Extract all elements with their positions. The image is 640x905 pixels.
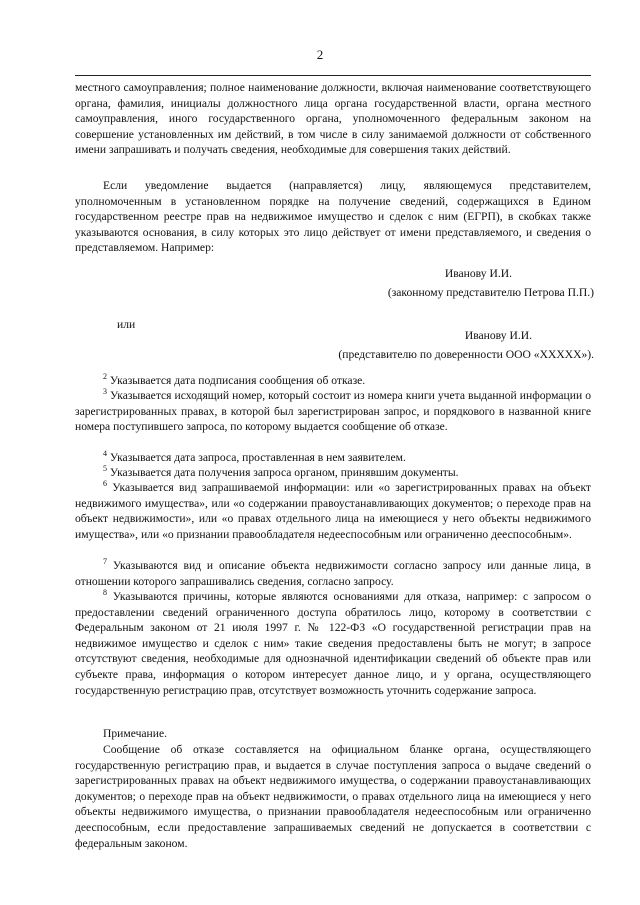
footnote-8-number: 8 [103, 588, 107, 598]
footnote-8-text: Указываются причины, которые являются основаниями для отказа, например: с запросом о предоставлении сведений ограниченного доступа обратилось лицо, которому в соответствии с Федеральным законом от 21 июля 1997 г. № 122-ФЗ «О государственной регистрации прав на недвижимое имущество и сделок с ним» такие сведения предоставлены быть не могут; в запросе отсутствуют сведения, необходимые для однозначной идентификации сведений об объекте прав или субъекте права, информация о котором интересует данное лицо, и у органа, осуществляющего государственную регистрацию прав, отсутствует возможность уточнить содержание запроса. [75, 590, 591, 697]
footnote-5-number: 5 [103, 464, 107, 474]
example-1 [388, 266, 594, 300]
footnote-6-text: Указывается вид запрашиваемой информации: или «о зарегистрированных правах на объект недвижимого имущества», или «о содержании правоустанавливающих документов; о переходе прав на объект недвижимости», или «о правах отдельного лица на имеющиеся у него объекты недвижимого имущества», или «о признании правообладателя недееспособным или ограниченно дееспособным». [75, 481, 591, 541]
footnote-3 [75, 388, 591, 435]
footnote-4 [75, 450, 591, 466]
footnote-6 [75, 480, 591, 542]
representative-paragraph: Если уведомление выдается (направляется) лицу, являющемуся представителем, уполномоченным в установленном порядке на получение сведений, содержащихся в Едином государственном реестре прав на недвижимое имущество и сделок с ним (ЕГРП), в скобках также указываются основания, в силу которых это лицо действует от имени представляемого, и сведения о представляемом. Например: [75, 179, 591, 255]
footnote-7-number: 7 [103, 557, 107, 567]
header-rule [75, 75, 591, 76]
example-2 [338, 328, 594, 362]
footnote-2 [75, 373, 591, 389]
or-word: или [117, 318, 136, 331]
footnote-5-text: Указывается дата получения запроса органом, принявшим документы. [109, 466, 459, 479]
footnote-5 [75, 465, 591, 481]
footnote-7 [75, 558, 591, 589]
footnote-3-number: 3 [103, 387, 107, 397]
note-text: Сообщение об отказе составляется на официальном бланке органа, осуществляющего государственную регистрацию прав, и выдается в случае поступления запроса о выдаче сведений о зарегистрированных правах на объект недвижимого имущества, о содержании правоустанавливающих документов; о переходе прав на объект недвижимости, о правах отдельного лица на имеющиеся у него объекты недвижимого имущества, о признании правообладателя недееспособным или ограниченно дееспособным, если предоставление запрашиваемых сведений не допускается в соответствии с федеральным законом. [75, 743, 591, 850]
footnote-7-text: Указываются вид и описание объекта недвижимости согласно запросу или данные лица, в отношении которого запрашивались сведения, согласно запросу. [75, 559, 591, 588]
example-2-name: Иванову И.И. [464, 329, 532, 342]
footnote-2-number: 2 [103, 372, 107, 382]
intro-paragraph: местного самоуправления; полное наименование должности, включая наименование соответствующего органа, фамилия, инициалы должностного лица органа государственной власти, органа местного самоуправления, иного государственного органа, уполномоченного федеральным законом на совершение установленных им действий, в том числе в силу занимаемой должности от собственного имени запрашивать и получать сведения, необходимые для совершения таких действий. [75, 81, 591, 157]
note-heading: Примечание. [103, 727, 167, 740]
page-number: 2 [316, 47, 324, 62]
footnote-4-text: Указывается дата запроса, проставленная в нем заявителем. [109, 451, 406, 464]
footnote-2-text: Указывается дата подписания сообщения об отказе. [109, 374, 366, 387]
example-1-name: Иванову И.И. [444, 267, 512, 280]
footnote-3-text: Указывается исходящий номер, который состоит из номера книги учета выданной информации о зарегистрированных правах, в которой был зарегистрирован запрос, и порядкового в названной книге номера поступившего запроса, по которому выдается сообщение об отказе. [75, 389, 591, 434]
footnote-6-number: 6 [103, 479, 107, 489]
example-1-note: (законному представителю Петрова П.П.) [387, 285, 594, 299]
footnote-4-number: 4 [103, 449, 107, 459]
example-2-note: (представителю по доверенности ООО «XXXXX»). [338, 347, 594, 361]
footnote-8 [75, 589, 591, 698]
